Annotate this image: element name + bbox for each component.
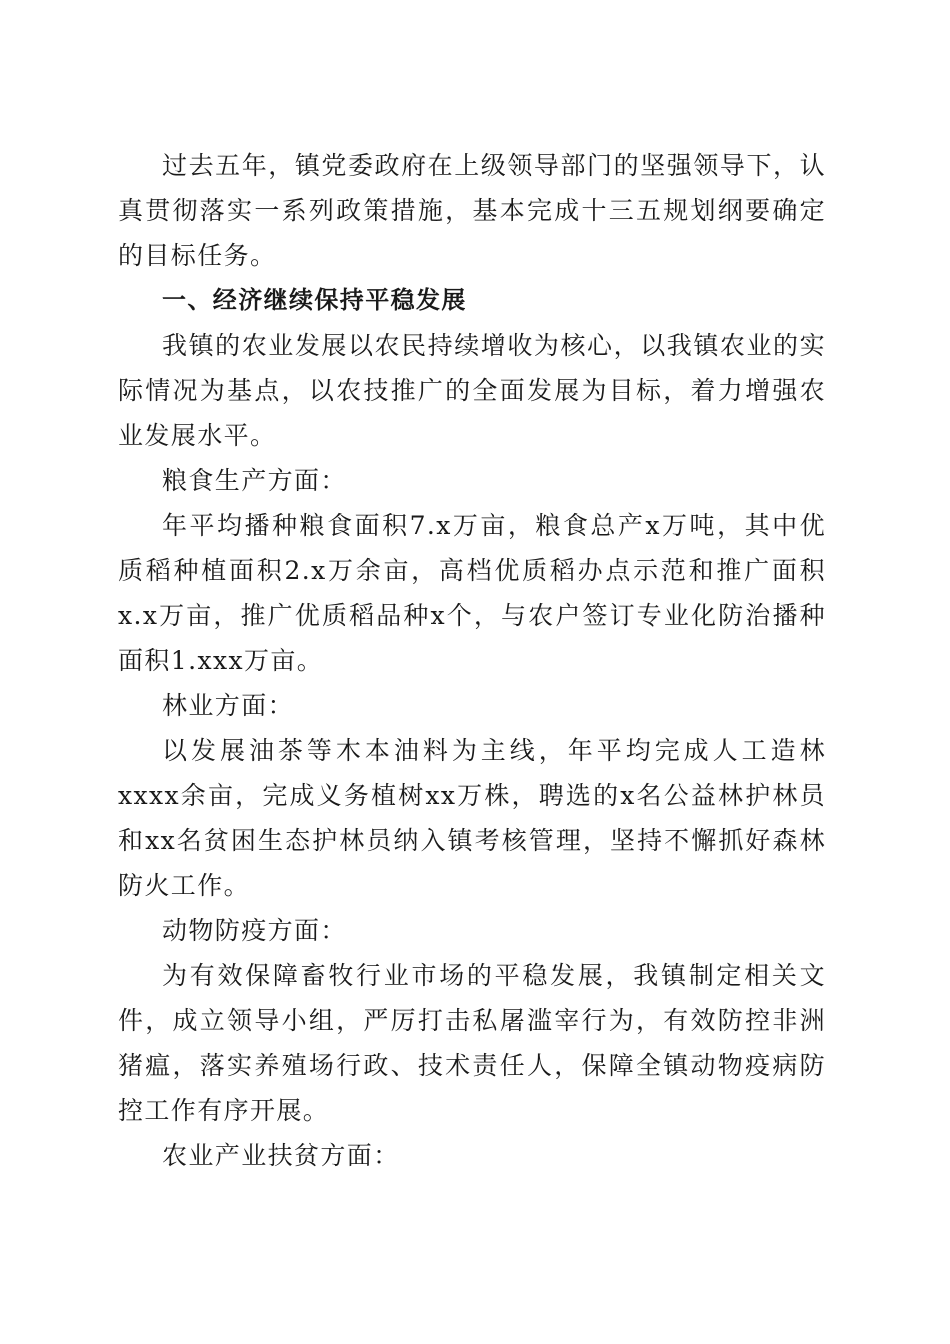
epidemic-section-title: 动物防疫方面： (162, 916, 347, 945)
epidemic-paragraph: 为有效保障畜牧行业市场的平稳发展，我镇制定相关文件，成立领导小组，严厉打击私屠滥宰行为，有效防控非洲猪瘟，落实养殖场行政、技术责任人，保障全镇动物疫病防控工作有序开展。 (118, 961, 826, 1125)
intro-paragraph: 过去五年，镇党委政府在上级领导部门的坚强领导下，认真贯彻落实一系列政策措施，基本完成十三五规划纲要确定的目标任务。 (118, 151, 826, 270)
forestry-section-title: 林业方面： (162, 691, 295, 720)
grain-section-title: 粮食生产方面： (162, 466, 347, 495)
forestry-paragraph: 以发展油茶等木本油料为主线，年平均完成人工造林xxxx余亩，完成义务植树xx万株，聘选的x名公益林护林员和xx名贫困生态护林员纳入镇考核管理，坚持不懈抓好森林防火工作。 (118, 736, 826, 900)
agriculture-overview-paragraph: 我镇的农业发展以农民持续增收为核心，以我镇农业的实际情况为基点，以农技推广的全面发展为目标，着力增强农业发展水平。 (118, 331, 826, 450)
document-body (118, 143, 826, 1178)
poverty-section-title: 农业产业扶贫方面： (162, 1141, 400, 1170)
section-heading: 一、经济继续保持平稳发展 (162, 286, 467, 314)
grain-paragraph: 年平均播种粮食面积7.x万亩，粮食总产x万吨，其中优质稻种植面积2.x万余亩，高档优质稻办点示范和推广面积x.x万亩，推广优质稻品种x个，与农户签订专业化防治播种面积1.xxx万亩。 (118, 511, 826, 675)
